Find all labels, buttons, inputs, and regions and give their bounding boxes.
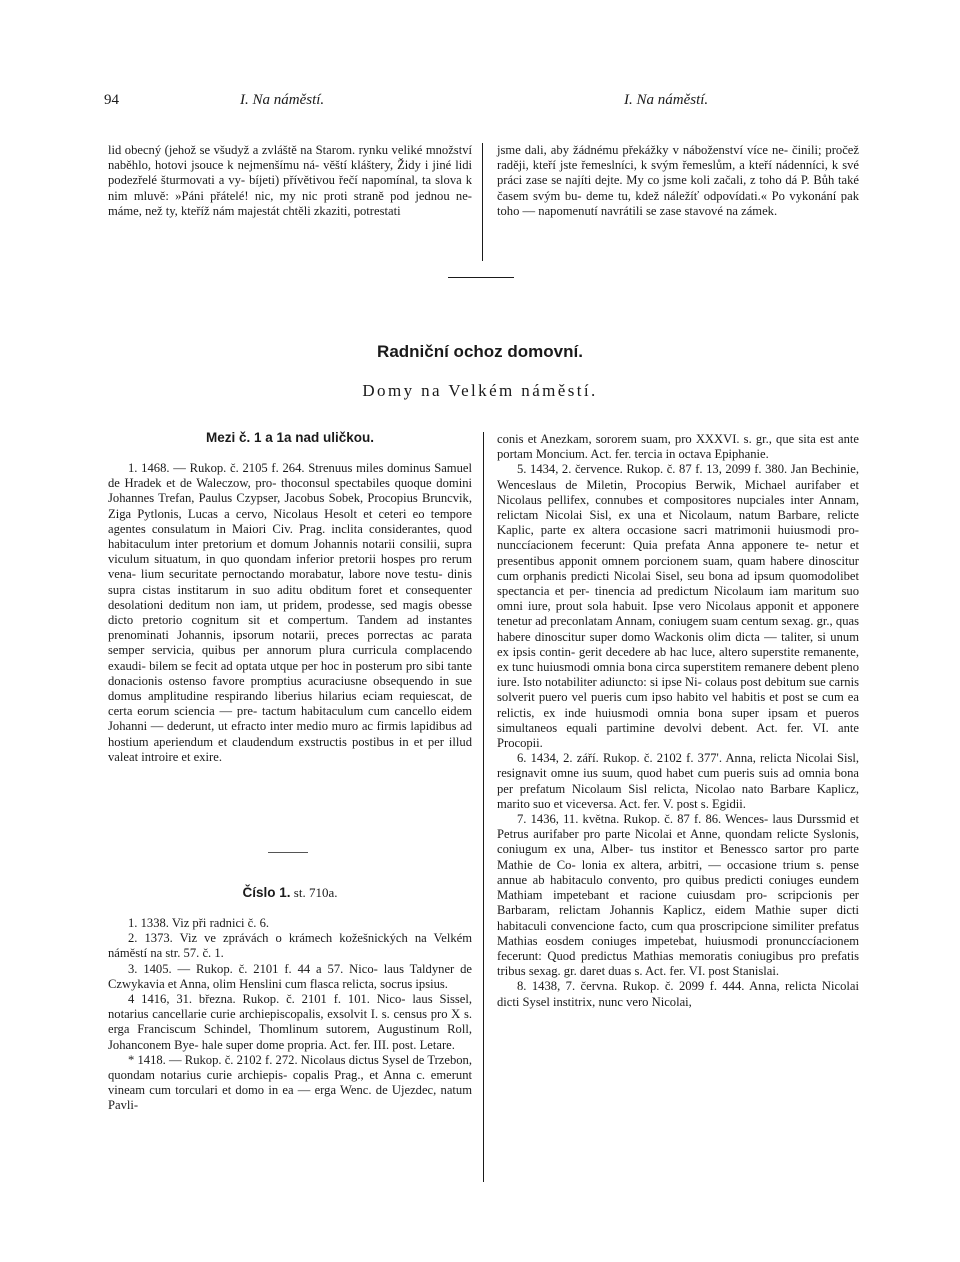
running-title-right: I. Na náměstí. <box>624 92 709 108</box>
entry-7: 7. 1436, 11. května. Rukop. č. 87 f. 86. Wences- laus Durssmid et Petrus aurifaber pro parte Nicolai et Anne, quondam relicte Syslonis, coniugum ex una, Alber- tus institor et Benessco sartor pro parte Mathie de Co- lonia ex altera, arbitri, — occasione trium s. pense annue ab habitaculo convento, pro quibus predicti coniuges eundem Mathiam impetebant et racione cuiusdam pro- scripcionis per Barbaram, relictam Johannis Kaplicz, eidem Mathie super dicti habitaculi convencione facto, cum qua proscripcione similiter prefatus Mathias eosdem coniuges impetebat, huiusmodi pronunccíacionem fecerunt: Quod predictus Mathias memoratis coniugibus pro prefatis tribus sexag. gr. daret duas s. Act. fer. VI. post Stanislai. <box>497 812 859 979</box>
entry-8: 8. 1438, 7. června. Rukop. č. 2099 f. 444. Anna, relicta Nicolai dicti Sysel institrix, nunc vero Nicolai, <box>497 979 859 1009</box>
top-right-column <box>497 143 859 219</box>
house-number-label: Číslo 1. <box>242 885 291 900</box>
list-item: * 1418. — Rukop. č. 2102 f. 272. Nicolaus dictus Sysel de Trzebon, quondam notarius curie archiepis- copalis Prag., et Anna c. emerunt vineam cum torculari et domo in ea — erga Wenc. de Ujezdec, natum Pavli- <box>108 1052 472 1113</box>
column-divider <box>482 143 483 261</box>
page-number: 94 <box>104 92 119 108</box>
subsection-heading: Mezi č. 1 a 1a nad uličkou. <box>205 430 375 445</box>
column-divider <box>483 432 484 1182</box>
paragraph: jsme dali, aby žádnému překážky v náboženství více ne- činili; pročež raději, kteří jste řemeslníci, k svým řemeslům, a kteří nádenníci, k své práci zase se najíti dejte. My co jsme koli začali, z toho dá P. Bůh také časem svým bu- deme tu, kdež náležíť odpovídati.« Po vykonání pak toho — napomenutí navrátili se zase stavové na zámek. <box>497 143 859 218</box>
right-column <box>497 432 859 1010</box>
list-item: 1. 1338. Viz při radnici č. 6. <box>128 916 270 930</box>
house-entries <box>108 916 472 1114</box>
left-column <box>108 461 472 765</box>
top-left-column <box>108 143 472 219</box>
section-heading: Radniční ochoz domovní. <box>377 342 583 361</box>
running-title-left: I. Na náměstí. <box>240 92 325 108</box>
paragraph: lid obecný (jehož se všudyž a zvláště na Starom. rynku veliké množství naběhlo, hotovi jsouce k nejmenšímu ná- věští kláštery, Židy i jiné lidi podezřelé šturmovati a vy- bíjeti) přívětivou řečí napomínal, ta slova k nim mluvě: »Páni přátelé! nic, my nic proti straně pod jednou ne- máme, než ty, kteříž nám majestát chtěli zkaziti, potrestati <box>108 143 472 218</box>
house-number-detail: st. 710a. <box>290 885 338 900</box>
list-item: 2. 1373. Viz ve zprávách o krámech kožešnických na Velkém náměstí na str. 57. č. 1. <box>108 931 472 961</box>
list-item: 3. 1405. — Rukop. č. 2101 f. 44 a 57. Nico- laus Taldyner de Czwykavia et Anna, olim Henslini cum flasca relicta, socrus ipsius. <box>108 961 472 991</box>
section-divider <box>268 852 308 853</box>
paragraph: conis et Anezkam, sororem suam, pro XXXVI. s. gr., que sita est ante portam Moncium. Act. fer. tercia in octava Epiphanie. <box>497 432 859 462</box>
section-divider <box>448 277 514 278</box>
entry-1: 1. 1468. — Rukop. č. 2105 f. 264. Strenuus miles dominus Samuel de Hradek et de Waleczow, pro- thoconsul spectabiles quoque domini Johannes Trefan, Paulus Czypser, Jacobus Sobek, Procopius Bruncvik, Ziga Pytlonis, Lucas a cervo, Nicolaus Hesolt et ceteri eo tempore agentes consulatum in Maiori Civ. Prag. inclita considerantes, quod habitaculum inter pretorium et domum Johannis notarii consilii, supra viculum situatum, in quo quondam inferior pretorii hospes pro rerum vena- lium securitate pernoctando morabatur, labore nove testu- dinis supra cistas institarum in suo aditu obditum foret et consequenter desolationi deditum non iam, ut pridem, prodesse, sed magis obesse dicto pretorio cognitum sit et compertum. Tandem ad instantes prenominati Johannis, ipsorum notarii, preces porrectas ac parata semper servicia, quibus per annorum plura curricula complacendo exaudi- bilem se fecit ad optata utque per hoc in posterum pro sibi tante donacionis ostenso favore promptius acuraciusne obsequendo in sue domus amplitudine respirando liberius hilarius eciam requiescat, de certa eorum sciencia — pre- tactum habitaculum cum cancello eidem Johanni — dederunt, ut efracto inter medio muro ac firmis lapidibus ad hostium aperiendum et claudendum exstructis postibus in et per illud valeat introire et exire. <box>108 461 472 764</box>
entry-5: 5. 1434, 2. července. Rukop. č. 87 f. 13, 2099 f. 380. Jan Bechinie, Wenceslaus de Miletin, Procopius Berwik, Michael aurifaber et Nicolaus pellifex, connubes et compositores nupciales inter Annam, relictam Nicolai Sisl, ex una et Nicolaum, natum Barbare, relicte Kaplic, parte ex altera occasione sacri matrimonii huiusmodi pro- nunccíacionem fecerunt: Quia prefata Anna apponere te- netur et presentibus apponit omnem porcionem suam, quam habere dinoscitur cum orphanis predicti Nicolai Sisel, seu bona ad ipsum quomodolibet spectancia et per- tinencia ad predictum Nicolaum iam maritum suo omni iure, prout sola habuit. Ipse vero Nicolaus apponit et apponere tenetur ad preconlatam Annam, coniugem suam centum sexag. gr., quas habere dinoscitur super domo Wackonis olim dicta — taliter, si unum ex ipsis contin- gerit decedere ab hac luce, altero superstite remanente, ex tunc huiusmodi omnia bona circa superstitem remanere debent pleno iure. Isto notabiliter adiuncto: si ipse Ni- colaus post debitum sue carnis solverit puero vel pueris cum ipso habito vel habitis et post se cum ea relictis, ex inde huiusmodi omnia bona super ipsam et pueros simultaneos equali partimine devolvi debent. Act. fer. VI. ante Procopii. <box>497 462 859 751</box>
house-number-heading <box>108 884 472 902</box>
section-subheading: Domy na Velkém náměstí. <box>362 381 598 400</box>
list-item: 4 1416, 31. března. Rukop. č. 2101 f. 101. Nico- laus Sissel, notarius cancellarie curie archiepiscopalis, exsolvit I. s. census pro X s. erga Franciscum Schindel, Thomlinum sutorem, Augustinum Roll, Johanconem Bye- hale super dome propria. Act. fer. III. post. Letare. <box>108 992 472 1052</box>
entry-6: 6. 1434, 2. září. Rukop. č. 2102 f. 377'. Anna, relicta Nicolai Sisl, resignavit omne ius suum, quod habet cum pueris suis ad omnia bona per prefatum Nicolaum Sisl relicta, Nicolao nato Barbare Kaplicz, marito suo et viceversa. Act. fer. V. post s. Egidii. <box>497 751 859 811</box>
